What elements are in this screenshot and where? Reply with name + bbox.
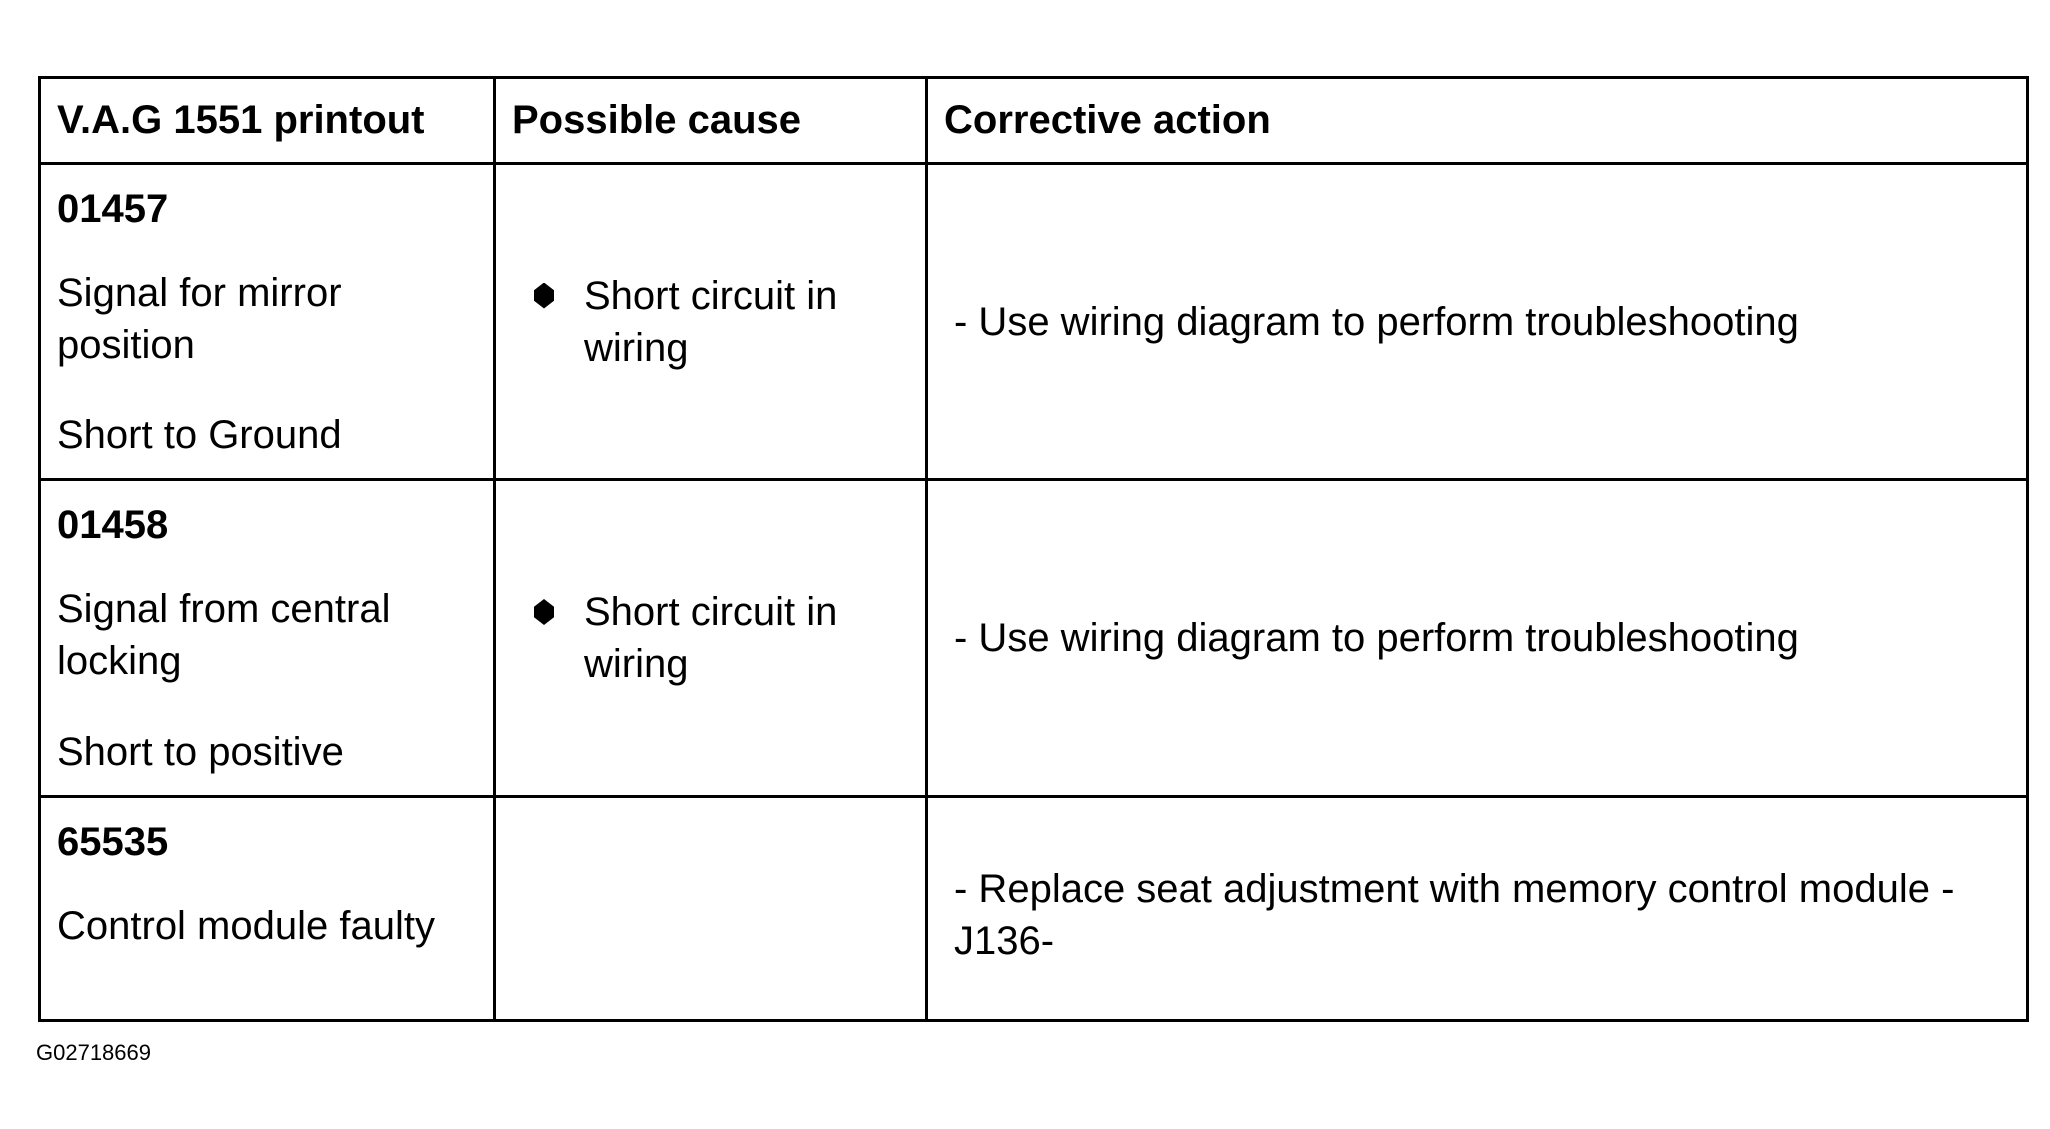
fault-state: Short to positive: [57, 730, 344, 774]
corrective-action-text: - Replace seat adjustment with memory control module -J136-: [954, 866, 1955, 963]
fault-state: Short to Ground: [57, 413, 342, 457]
header-corrective-action: Corrective action: [927, 78, 2028, 164]
fault-description: Signal from central locking: [57, 587, 391, 683]
cause-cell-empty: [495, 797, 927, 1021]
header-printout: V.A.G 1551 printout: [40, 78, 495, 164]
corrective-action-text: - Use wiring diagram to perform troubleshooting: [954, 616, 1799, 660]
fault-code-table: [38, 76, 2026, 1022]
table-row: [40, 797, 2028, 1021]
cause-cell: [495, 164, 927, 480]
printout-cell: [40, 797, 495, 1021]
table-row: [40, 480, 2028, 797]
printout-cell: [40, 164, 495, 480]
action-cell: [927, 164, 2028, 480]
corrective-action-text: - Use wiring diagram to perform troubleshooting: [954, 299, 1799, 344]
possible-cause-text: Short circuit in wiring: [584, 590, 838, 686]
fault-code: 01458: [57, 503, 169, 547]
table-header-row: [40, 78, 2028, 164]
printout-cell: [40, 480, 495, 797]
fault-code: 01457: [57, 187, 169, 231]
fault-description: Signal for mirror position: [57, 271, 342, 367]
fault-code: 65535: [57, 820, 169, 864]
action-cell: [927, 480, 2028, 797]
cause-cell: [495, 480, 927, 797]
figure-id: G02718669: [36, 1040, 151, 1065]
table-row: [40, 164, 2028, 480]
diamond-bullet-icon: [534, 599, 554, 625]
action-cell: [927, 797, 2028, 1021]
diamond-bullet-icon: [534, 283, 554, 309]
fault-description: Control module faulty: [57, 904, 435, 948]
possible-cause-text: Short circuit in wiring: [584, 273, 838, 370]
header-possible-cause: Possible cause: [495, 78, 927, 164]
fault-table: [38, 76, 2029, 1022]
